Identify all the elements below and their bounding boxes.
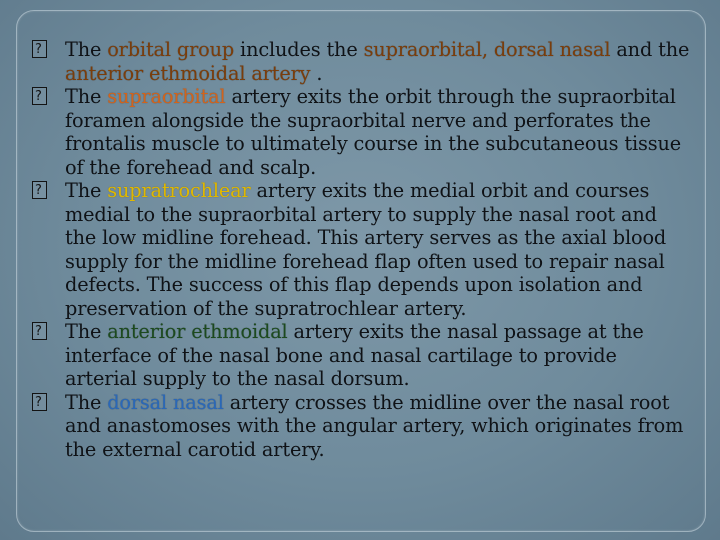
p2-hl-supraorbital: supraorbital <box>107 85 226 108</box>
p2-pre: The <box>65 85 108 108</box>
p1-pre: The <box>65 38 108 61</box>
p4-post: artery exits the nasal passage at the interface of the nasal bone and nasal cartilage to provide arterial supply to the nasal dorsum. <box>65 320 644 390</box>
p5-pre: The <box>65 390 108 414</box>
bullet-dorsal-nasal <box>30 391 690 462</box>
bullet-supraorbital <box>30 85 690 179</box>
p5-post: artery crosses the midline over the nasal root and anastomoses with the angular artery, which originates from the external carotid artery. <box>65 390 684 461</box>
bullet-box-icon <box>32 393 47 411</box>
p3-pre: The <box>65 179 108 202</box>
bullet-orbital-group <box>30 38 690 85</box>
p1-mid2: and the <box>610 38 690 61</box>
bullet-box-icon <box>32 40 47 58</box>
p1-hl-orbital-group: orbital group <box>107 38 235 61</box>
p4-hl-anterior-ethmoidal: anterior ethmoidal <box>107 320 288 343</box>
slide-body <box>30 38 690 461</box>
bullet-anterior-ethmoidal <box>30 320 690 391</box>
p1-hl-anterior-ethmoidal: anterior ethmoidal artery <box>65 61 311 85</box>
bullet-box-icon <box>32 322 47 340</box>
p1-mid: includes the <box>234 38 364 61</box>
bullet-supratrochlear <box>30 179 690 320</box>
bullet-box-icon <box>32 87 47 105</box>
p5-hl-dorsal-nasal: dorsal nasal <box>107 390 224 414</box>
p3-post: artery exits the medial orbit and courses medial to the supraorbital artery to supply the nasal root and the low midline forehead. This artery serves as the axial blood supply for the midline forehead flap often used to repair nasal defects. The success of this flap depends upon isolation and preservation of the supratrochlear artery. <box>65 179 667 320</box>
bullet-box-icon <box>32 181 47 199</box>
p3-hl-supratrochlear: supratrochlear <box>107 179 251 202</box>
p2-post: artery exits the orbit through the supraorbital foramen alongside the supraorbital nerve and perforates the frontalis muscle to ultimately course in the subcutaneous tissue of the forehead and scalp. <box>65 85 682 179</box>
p4-pre: The <box>65 320 108 343</box>
p1-hl-artery-list: supraorbital, dorsal nasal <box>363 38 611 61</box>
p1-post: . <box>310 61 323 85</box>
